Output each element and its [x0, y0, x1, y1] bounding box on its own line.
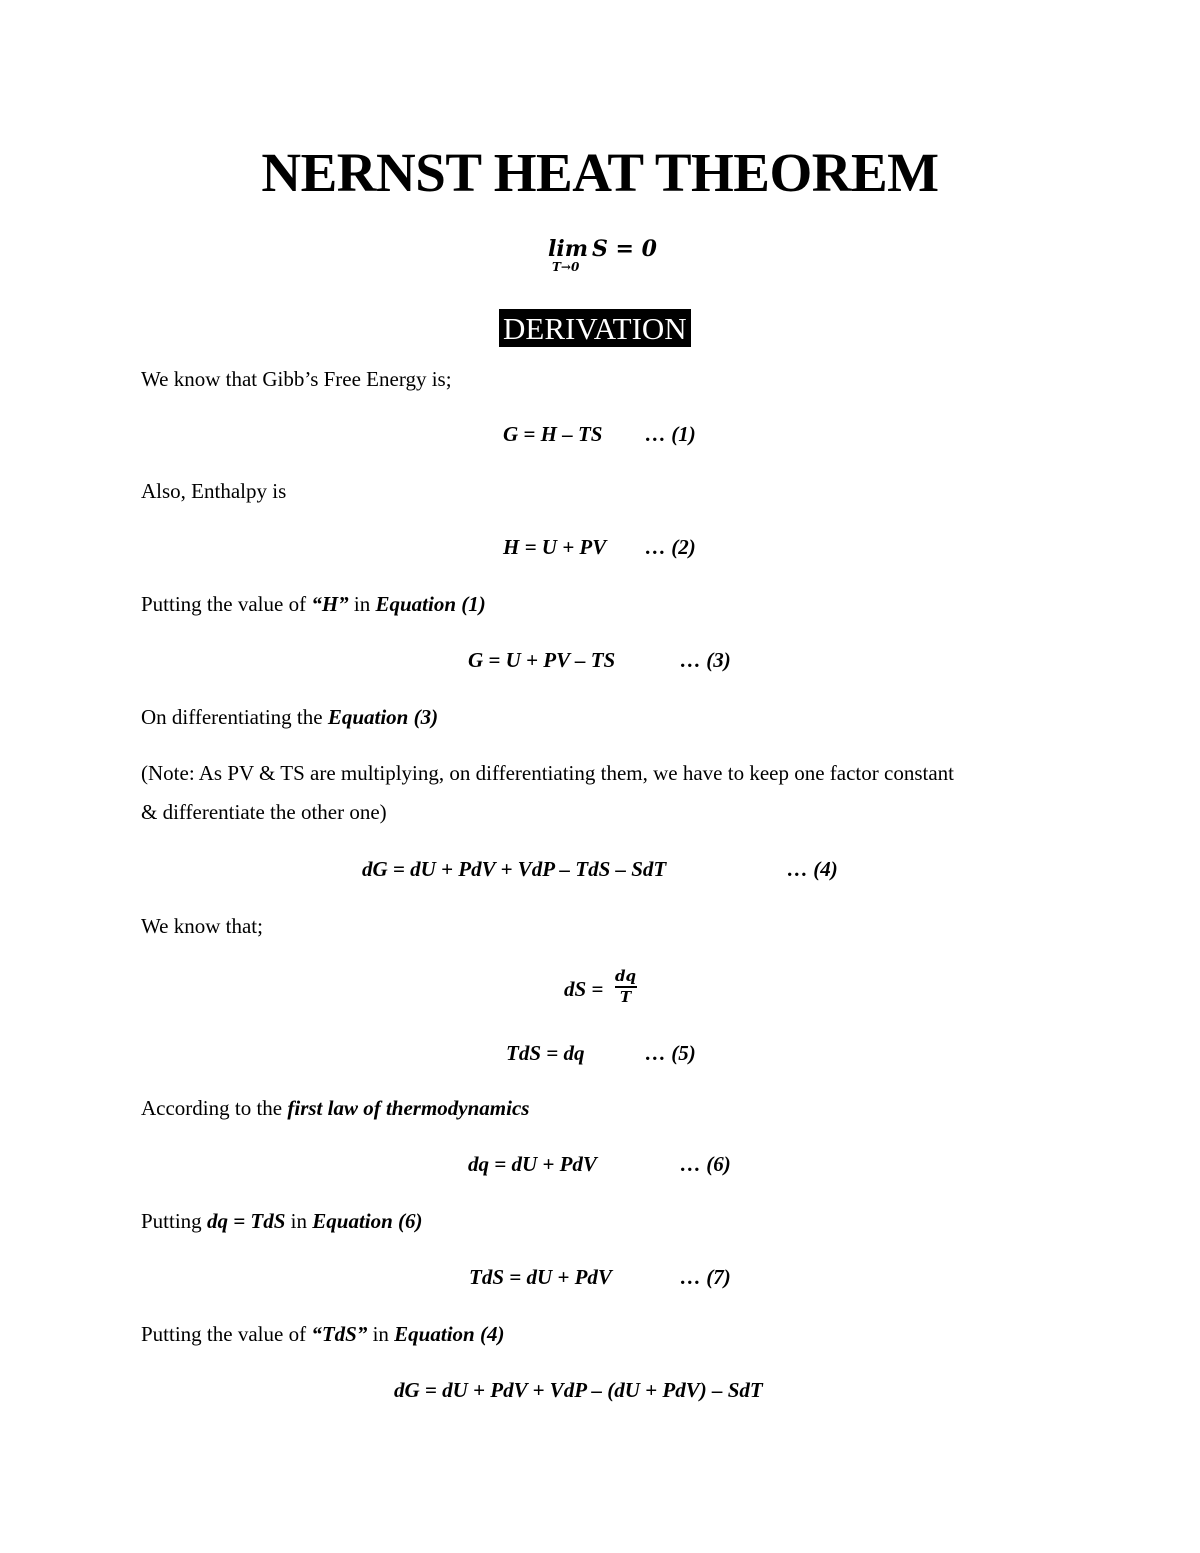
text: in — [285, 1209, 313, 1233]
equation-5: TdS = dq — [506, 1041, 585, 1065]
limit-subscript: T→0 — [552, 260, 580, 274]
note-line-2: & differentiate the other one) — [141, 800, 387, 824]
paragraph-first-law — [141, 1096, 529, 1121]
equation-ref: Equation (6) — [312, 1209, 423, 1233]
paragraph-enthalpy: Also, Enthalpy is — [141, 479, 287, 503]
equation-4: dG = dU + PdV + VdP – TdS – SdT — [362, 857, 667, 881]
text: in — [367, 1322, 395, 1346]
equation-ref: Equation (4) — [394, 1322, 505, 1346]
paragraph-gibbs: We know that Gibb’s Free Energy is; — [141, 367, 452, 391]
limit-equation — [548, 234, 668, 284]
text: On differentiating the — [141, 705, 328, 729]
paragraph-putting-dq — [141, 1209, 423, 1234]
paragraph-we-know: We know that; — [141, 914, 263, 938]
text: Putting — [141, 1209, 207, 1233]
equation-2: H = U + PV — [503, 535, 607, 559]
inline-equation: dq = TdS — [206, 1209, 286, 1233]
paragraph-putting-tds — [141, 1322, 504, 1347]
equation-6-number: … (6) — [680, 1152, 731, 1176]
quoted-h: “H” — [311, 592, 349, 616]
quoted-tds: “TdS” — [311, 1322, 368, 1346]
equation-ref: Equation (3) — [327, 705, 439, 729]
equation-7: TdS = dU + PdV — [469, 1265, 612, 1289]
equation-ref: Equation (1) — [375, 592, 486, 616]
text: in — [348, 592, 376, 616]
page-title: NERNST HEAT THEOREM — [261, 142, 939, 203]
text: Putting the value of — [141, 592, 312, 616]
equation-1-number: … (1) — [645, 422, 696, 446]
equation-7-number: … (7) — [680, 1265, 731, 1289]
text: According to the — [141, 1096, 288, 1120]
paragraph-putting-h — [141, 592, 486, 617]
equation-ds-lhs: dS = — [564, 977, 604, 1001]
equation-6: dq = dU + PdV — [468, 1152, 597, 1176]
equation-4-number: … (4) — [787, 857, 838, 881]
text: Putting the value of — [141, 1322, 312, 1346]
note-line-1: (Note: As PV & TS are multiplying, on differentiating them, we have to keep one factor constant — [141, 761, 954, 785]
fraction-dq-over-t — [615, 967, 645, 1011]
equation-1: G = H – TS — [503, 422, 603, 446]
derivation-heading: DERIVATION — [499, 309, 691, 347]
fraction-numerator: dq — [615, 967, 636, 985]
equation-3-number: … (3) — [680, 648, 731, 672]
limit-expression: S = 0 — [592, 236, 657, 262]
equation-2-number: … (2) — [645, 535, 696, 559]
limit-lim: lim — [548, 236, 588, 262]
equation-3: G = U + PV – TS — [468, 648, 616, 672]
equation-8: dG = dU + PdV + VdP – (dU + PdV) – SdT — [394, 1378, 763, 1402]
fraction-denominator: T — [620, 988, 632, 1006]
equation-5-number: … (5) — [645, 1041, 696, 1065]
first-law-ref: first law of thermodynamics — [287, 1096, 530, 1120]
paragraph-differentiating — [141, 705, 438, 730]
